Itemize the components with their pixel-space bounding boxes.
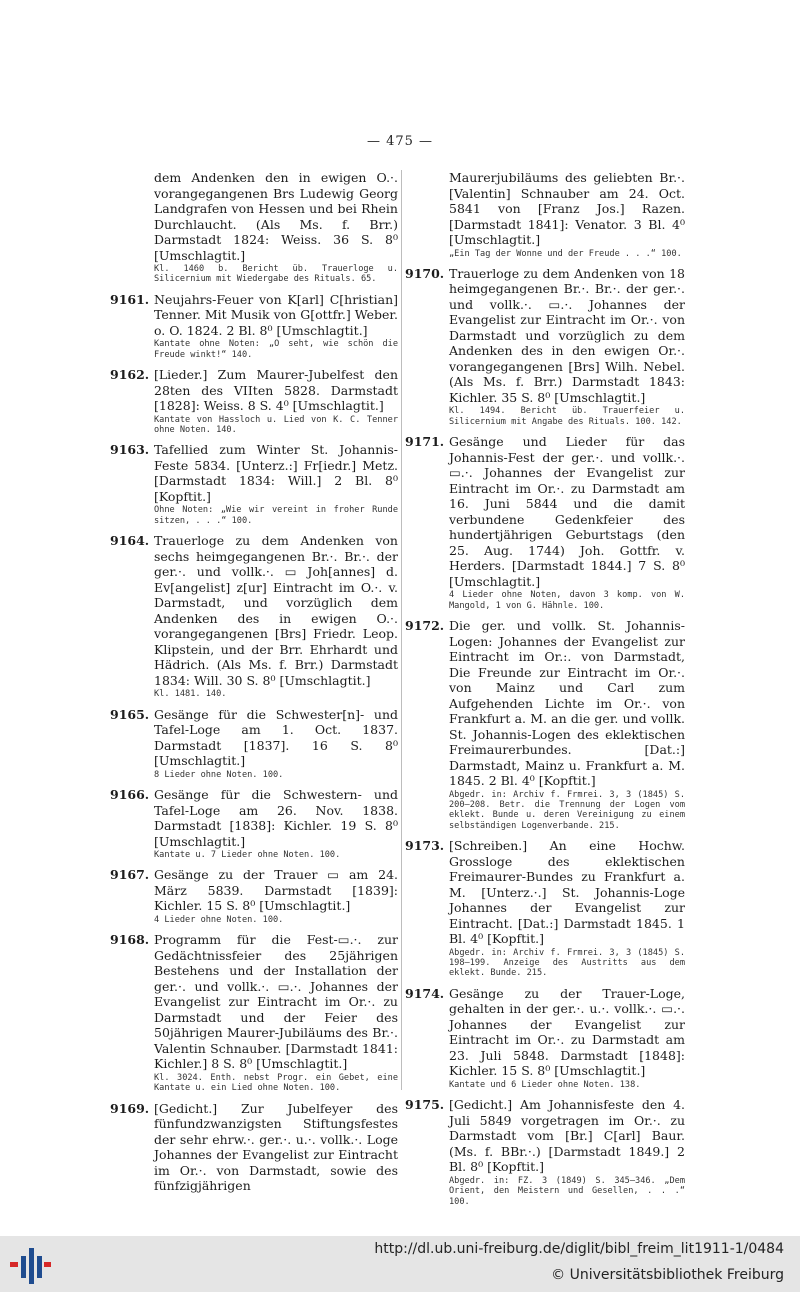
entry-note: Abgedr. in: FZ. 3 (1849) S. 345–346. „Dem Orient, den Meistern und Gesellen, . . .“ 100. (449, 1175, 685, 1207)
entry-note: 8 Lieder ohne Noten. 100. (154, 769, 284, 780)
entry-note: Kl. 1460 b. Bericht üb. Trauerloge u. Silicernium mit Wiedergabe des Rituals. 65. (154, 264, 398, 285)
catalog-entry (110, 170, 398, 285)
entry-note: Kantate u. 7 Lieder ohne Noten. 100. (154, 850, 341, 861)
column-divider (401, 170, 402, 1090)
entry-note: Abgedr. in: Archiv f. Frmrei. 3, 3 (1845) S. 200–208. Betr. die Trennung der Logen vom eklekt. Bunde u. deren Vereinigung zu einem selbständigen Logenverbande. 215. (449, 789, 685, 831)
entry-text: Gesänge zu der Trauer ▭ am 24. März 5839. Darmstadt [1839]: Kichler. 15 S. 8⁰ [Umschlagtit.] (154, 867, 398, 914)
entry-text: [Gedicht.] Am Johannisfeste den 4. Juli 5849 vorgetragen im Or.·. zu Darmstadt vom [Br.] C[arl] Baur. (Ms. f. BBr.·.) [Darmstadt 1849.] 2 Bl. 8⁰ [Kopftit.] (449, 1097, 685, 1175)
entry-text: dem Andenken den in ewigen O.·. vorangegangenen Brs Ludewig Georg Landgrafen von Hessen und bei Rhein Durchlaucht. (Als Ms. f. Brr.) Darmstadt 1824: Weiss. 36 S. 8⁰ [Umschlagtit.] (154, 170, 398, 263)
entry-text: Gesänge für die Schwestern- und Tafel-Loge am 26. Nov. 1838. Darmstadt [1838]: Kichler. 19 S. 8⁰ [Umschlagtit.] (154, 787, 398, 849)
entry-text: [Gedicht.] Zur Jubelfeyer des fünfundzwanzigsten Stiftungsfestes der sehr ehrw.·. ger.·. u.·. vollk.·. Loge Johannes der Evangelist zur Eintracht im Or.·. von Darmstadt, sowie des fünfzigjährigen (154, 1100, 398, 1194)
entry-number: 9164. (110, 533, 150, 549)
entry-note: Abgedr. in: Archiv f. Frmrei. 3, 3 (1845) S. 198–199. Anzeige des Austritts aus dem eklekt. Bunde. 215. (449, 947, 685, 979)
entry-note: Kl. 1494. Bericht üb. Trauerfeier u. Silicernium mit Angabe des Rituals. 100. 142. (449, 406, 685, 427)
copyright-notice: © Universitätsbibliothek Freiburg (551, 1267, 784, 1283)
page-number: — 475 — (366, 134, 434, 149)
entry-text: Gesänge zu der Trauer-Loge, gehalten in der ger.·. u.·. vollk.·. ▭.·. Johannes der Evangelist zur Eintracht im Or.·. zu Darmstadt am 23. Juli 5848. Darmstadt [1848]: Kichler. 15 S. 8⁰ [Umschlagtit.] (449, 985, 685, 1079)
catalog-entry (405, 266, 685, 427)
catalog-entry (405, 838, 685, 979)
catalog-entry (405, 1097, 685, 1207)
entry-number: 9170. (405, 265, 445, 281)
entry-text: Trauerloge zu dem Andenken von sechs heimgegangenen Br.·. Br.·. der ger.·. und vollk.·. ▭ Joh[annes] d. Ev[angelist] z[ur] Eintracht im O.·. v. Darmstadt, und vorzüglich dem Andenken des in ewigen O.·. vorangegangenen [Brs] Friedr. Leop. Klipstein, und der Brr. Ehrhardt und Hädrich. (Als Ms. f. Brr.) Darmstadt 1834: Will. 30 S. 8⁰ [Umschlagtit.] (154, 533, 398, 688)
entry-note: Kl. 3024. Enth. nebst Progr. ein Gebet, eine Kantate u. ein Lied ohne Noten. 100. (154, 1072, 398, 1094)
entry-number: 9166. (110, 787, 150, 803)
catalog-entry (405, 618, 685, 831)
entry-note: Kantate ohne Noten: „O seht, wie schön die Freude winkt!“ 140. (154, 339, 398, 360)
entry-number: 9172. (405, 618, 445, 634)
entry-text: Die ger. und vollk. St. Johannis-Logen: Johannes der Evangelist zur Eintracht im Or.:. von Darmstadt, Die Freunde zur Eintracht im Or.·. von Mainz und Carl zum Aufgehenden Lichte im Or.·. von Frankfurt a. M. an die ger. und vollk. St. Johannis-Logen des eklektischen Freimaurerbundes. [Dat.:] Darmstadt, Mainz u. Frankfurt a. M. 1845. 2 Bl. 4⁰ [Kopftit.] (449, 618, 685, 789)
entry-note: Kl. 1481. 140. (154, 689, 227, 700)
catalog-entry (110, 932, 398, 1093)
entry-text: Gesänge und Lieder für das Johannis-Fest der ger.·. und vollk.·. ▭.·. Johannes der Evangelist zur Eintracht im Or.·. zu Darmstadt am 16. Juni 5844 und die damit verbundene Gedenkfeier des hundertjährigen Geburtstags (den 25. Aug. 1744) Joh. Gottfr. v. Herders. [Darmstadt 1844.] 7 S. 8⁰ [Umschlagtit.] (449, 434, 685, 589)
entry-number: 9162. (110, 367, 150, 383)
entry-number: 9173. (405, 838, 445, 854)
entry-text: Maurerjubiläums des geliebten Br.·. [Valentin] Schnauber am 24. Oct. 5841 von [Franz Jos.] Razen. [Darmstadt 1841]: Venator. 3 Bl. 4⁰ [Umschlagtit.] (449, 170, 685, 247)
catalog-entry (110, 707, 398, 780)
catalog-entry (110, 787, 398, 860)
entry-note: Kantate von Hassloch u. Lied von K. C. Tenner ohne Noten. 140. (154, 414, 398, 436)
catalog-entry (110, 533, 398, 699)
entry-number: 9167. (110, 867, 150, 883)
entry-note: Ohne Noten: „Wie wir vereint in froher Runde sitzen, . . .“ 100. (154, 505, 398, 526)
entry-number: 9163. (110, 442, 150, 458)
entry-text: Gesänge für die Schwester[n]- und Tafel-Loge am 1. Oct. 1837. Darmstadt [1837]. 16 S. 8⁰ [Umschlagtit.] (154, 706, 398, 769)
left-column (110, 170, 398, 1201)
catalog-entry (405, 986, 685, 1090)
catalog-entry (405, 170, 685, 259)
entry-text: Tafellied zum Winter St. Johannis-Feste 5834. [Unterz.:] Fr[iedr.] Metz. [Darmstadt 1834: Will.] 2 Bl. 8⁰ [Kopftit.] (154, 442, 398, 504)
catalog-entry (110, 367, 398, 435)
entry-number: 9165. (110, 706, 150, 722)
entry-number: 9168. (110, 932, 150, 948)
entry-text: [Lieder.] Zum Maurer-Jubelfest den 28ten des VIIten 5828. Darmstadt [1828]: Weiss. 8 S. 4⁰ [Umschlagtit.] (154, 367, 398, 414)
catalog-entry (110, 292, 398, 360)
entry-text: Trauerloge zu dem Andenken von 18 heimgegangenen Br.·. Br.·. der ger.·. und vollk.·. ▭.·. Johannes der Evangelist zur Eintracht im Or.·. von Darmstadt und vorzüglich zu dem Andenken des in den ewigen Or.·. vorangegangenen [Brs] Wilh. Nebel. (Als Ms. f. Brr.) Darmstadt 1843: Kichler. 35 S. 8⁰ [Umschlagtit.] (449, 265, 685, 405)
catalog-entry (110, 1101, 398, 1194)
catalog-entry (405, 434, 685, 611)
viewer-footer (0, 1236, 800, 1292)
ub-freiburg-logo-icon (10, 1244, 50, 1284)
entry-number: 9161. (110, 291, 150, 307)
catalog-entry (110, 442, 398, 526)
entry-number: 9174. (405, 985, 445, 1001)
entry-note: „Ein Tag der Wonne und der Freude . . .“ 100. (449, 248, 682, 259)
source-url-link[interactable]: http://dl.ub.uni-freiburg.de/diglit/bibl_freim_lit1911-1/0484 (374, 1241, 784, 1257)
entry-text: Neujahrs-Feuer von K[arl] C[hristian] Tenner. Mit Musik von G[ottfr.] Weber. o. O. 1824. 2 Bl. 8⁰ [Umschlagtit.] (154, 291, 398, 338)
entry-number: 9169. (110, 1100, 150, 1116)
entry-text: [Schreiben.] An eine Hochw. Grossloge des eklektischen Freimaurer-Bundes zu Frankfurt a. M. [Unterz.·.] St. Johannis-Loge Johannes der Evangelist zur Eintracht. [Dat.:] Darmstadt 1845. 1 Bl. 4⁰ [Kopftit.] (449, 838, 685, 947)
entry-number: 9175. (405, 1097, 445, 1113)
entry-number: 9171. (405, 434, 445, 450)
catalog-entry (110, 867, 398, 925)
entry-note: 4 Lieder ohne Noten, davon 3 komp. von W. Mangold, 1 von G. Hähnle. 100. (449, 590, 685, 611)
entry-note: Kantate und 6 Lieder ohne Noten. 138. (449, 1079, 641, 1090)
entry-note: 4 Lieder ohne Noten. 100. (154, 914, 284, 925)
right-column (405, 170, 685, 1214)
entry-text: Programm für die Fest-▭.·. zur Gedächtnissfeier des 25jährigen Bestehens und der Installation der ger.·. und vollk.·. ▭.·. Johannes der Evangelist zur Eintracht im Or.·. zu Darmstadt und der Feier des 50jährigen Maurer-Jubiläums des Br.·. Valentin Schnauber. [Darmstadt 1841: Kichler.] 8 S. 8⁰ [Umschlagtit.] (154, 932, 398, 1072)
